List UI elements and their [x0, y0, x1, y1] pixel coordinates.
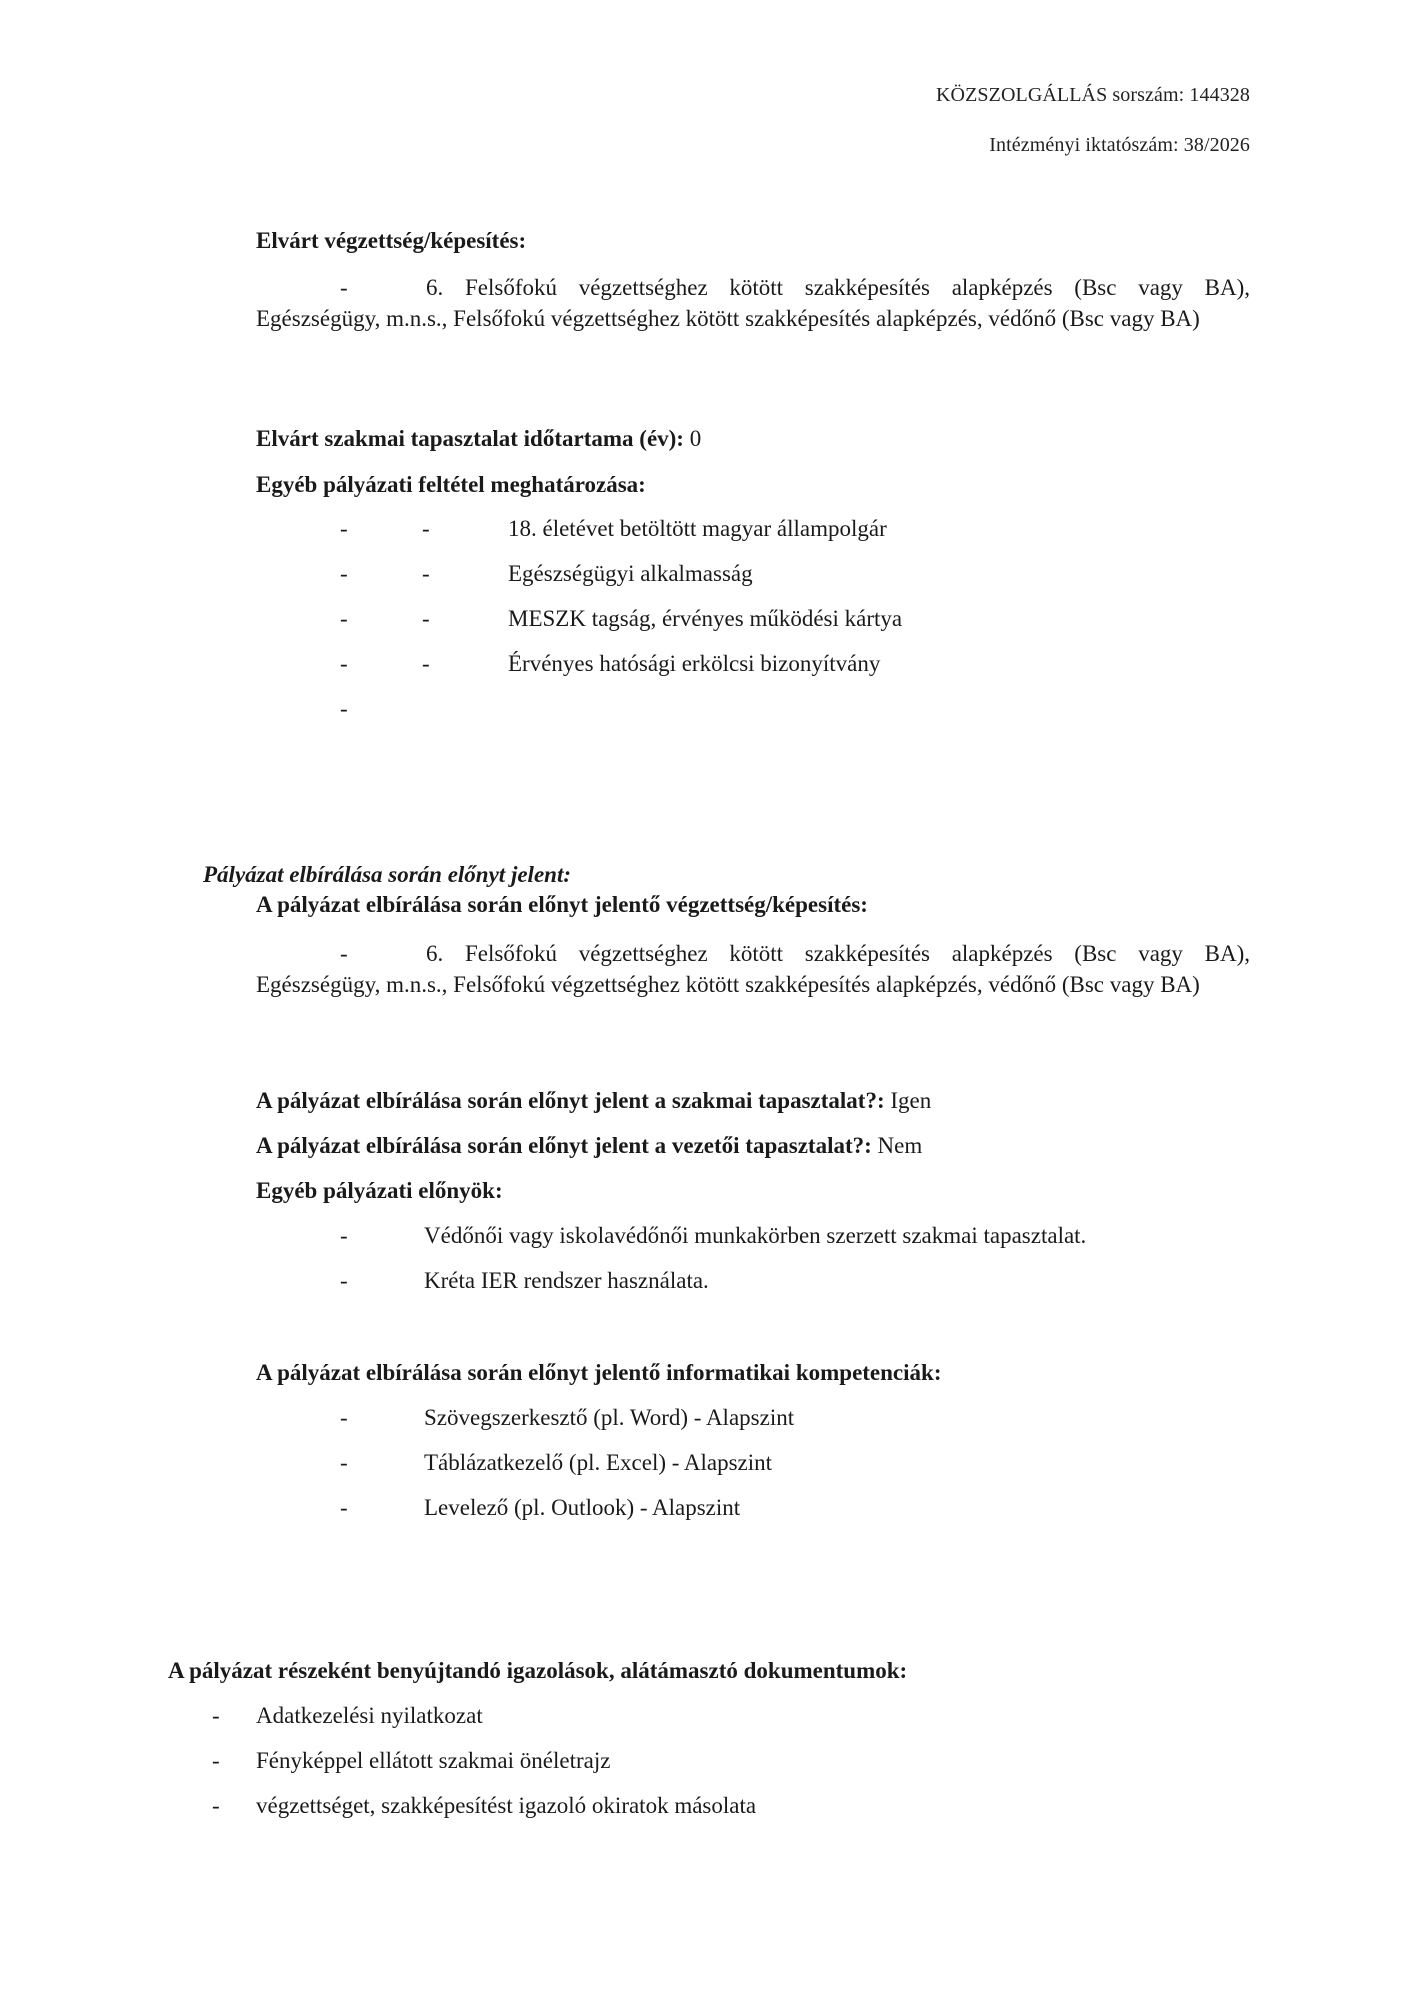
it-competency-item [0, 1495, 1414, 1527]
document-item [0, 1748, 1414, 1780]
required-qualification-title: Elvárt végzettség/képesítés: [256, 228, 527, 253]
bullet-dash: - [340, 651, 348, 676]
competency-text: Táblázatkezelő (pl. Excel) - Alapszint [424, 1450, 773, 1475]
management-experience-line [256, 1133, 922, 1159]
condition-item [0, 651, 1414, 683]
bullet-dash: - [340, 561, 348, 586]
condition-text: 18. életévet betöltött magyar állampolgár [508, 516, 887, 541]
management-experience-label: A pályázat elbírálása során előnyt jelent a vezetői tapasztalat?: [256, 1133, 872, 1158]
bullet-dash: - [422, 516, 430, 541]
required-qualification-text [256, 272, 1250, 334]
bullet-dash: - [212, 1748, 220, 1773]
condition-item [0, 516, 1414, 548]
other-conditions-title: Egyéb pályázati feltétel meghatározása: [256, 472, 646, 497]
bullet-dash: - [340, 1223, 348, 1248]
bullet-dash: - [340, 516, 348, 541]
competency-text: Levelező (pl. Outlook) - Alapszint [424, 1495, 741, 1520]
qualification-text: 6. Felsőfokú végzettséghez kötött szakképesítés alapképzés (Bsc vagy BA), Egészségügy, m.n.s., Felsőfokú végzettséghez kötött szakképesítés alapképzés, védőnő (Bsc vagy BA) [256, 275, 1250, 331]
bullet-dash: - [212, 1793, 220, 1818]
competency-text: Szövegszerkesztő (pl. Word) - Alapszint [424, 1405, 795, 1430]
qualification-text: 6. Felsőfokú végzettséghez kötött szakképesítés alapképzés (Bsc vagy BA), Egészségügy, m.n.s., Felsőfokú végzettséghez kötött szakképesítés alapképzés, védőnő (Bsc vagy BA) [256, 941, 1250, 997]
documents-title: A pályázat részeként benyújtandó igazolások, alátámasztó dokumentumok: [168, 1658, 908, 1683]
condition-text: Érvényes hatósági erkölcsi bizonyítvány [508, 651, 881, 676]
document-item [0, 1703, 1414, 1735]
bullet-dash: - [340, 1450, 348, 1475]
bullet-dash: - [340, 1268, 348, 1293]
other-advantage-item [0, 1223, 1414, 1255]
document-text: végzettséget, szakképesítést igazoló okiratok másolata [256, 1793, 757, 1818]
document-item [0, 1793, 1414, 1825]
document-text: Adatkezelési nyilatkozat [256, 1703, 483, 1728]
advantages-section-title: Pályázat elbírálása során előnyt jelent: [203, 862, 571, 887]
bullet-dash: - [422, 651, 430, 676]
bullet-dash: - [340, 1405, 348, 1430]
other-advantage-item [0, 1268, 1414, 1300]
advantage-qualification-title: A pályázat elbírálása során előnyt jelentő végzettség/képesítés: [256, 892, 868, 917]
condition-item-empty [0, 696, 1414, 728]
other-advantages-title: Egyéb pályázati előnyök: [256, 1178, 503, 1203]
bullet-dash: - [422, 561, 430, 586]
advantage-text: Kréta IER rendszer használata. [424, 1268, 709, 1293]
it-competencies-title: A pályázat elbírálása során előnyt jelentő informatikai kompetenciák: [256, 1360, 942, 1385]
serial-number: KÖZSZOLGÁLLÁS sorszám: 144328 [936, 84, 1250, 106]
experience-value: 0 [689, 426, 702, 451]
filing-number: Intézményi iktatószám: 38/2026 [989, 134, 1250, 156]
bullet-dash: - [340, 1495, 348, 1520]
bullet-dash: - [340, 696, 348, 721]
bullet-dash: - [340, 606, 348, 631]
condition-text: MESZK tagság, érvényes működési kártya [508, 606, 903, 631]
experience-label: Elvárt szakmai tapasztalat időtartama (év): [256, 426, 684, 451]
professional-experience-line [256, 1088, 931, 1114]
professional-experience-label: A pályázat elbírálása során előnyt jelent a szakmai tapasztalat?: [256, 1088, 885, 1113]
management-experience-value: Nem [877, 1133, 923, 1158]
advantage-qualification-text [256, 938, 1250, 1000]
condition-item [0, 606, 1414, 638]
bullet-dash: - [422, 606, 430, 631]
it-competency-item [0, 1450, 1414, 1482]
bullet-dash: - [340, 275, 348, 300]
experience-line [256, 426, 701, 452]
bullet-dash: - [212, 1703, 220, 1728]
it-competency-item [0, 1405, 1414, 1437]
professional-experience-value: Igen [890, 1088, 932, 1113]
condition-text: Egészségügyi alkalmasság [508, 561, 753, 586]
document-text: Fényképpel ellátott szakmai önéletrajz [256, 1748, 611, 1773]
condition-item [0, 561, 1414, 593]
advantage-text: Védőnői vagy iskolavédőnői munkakörben szerzett szakmai tapasztalat. [424, 1223, 1087, 1248]
bullet-dash: - [340, 941, 348, 966]
